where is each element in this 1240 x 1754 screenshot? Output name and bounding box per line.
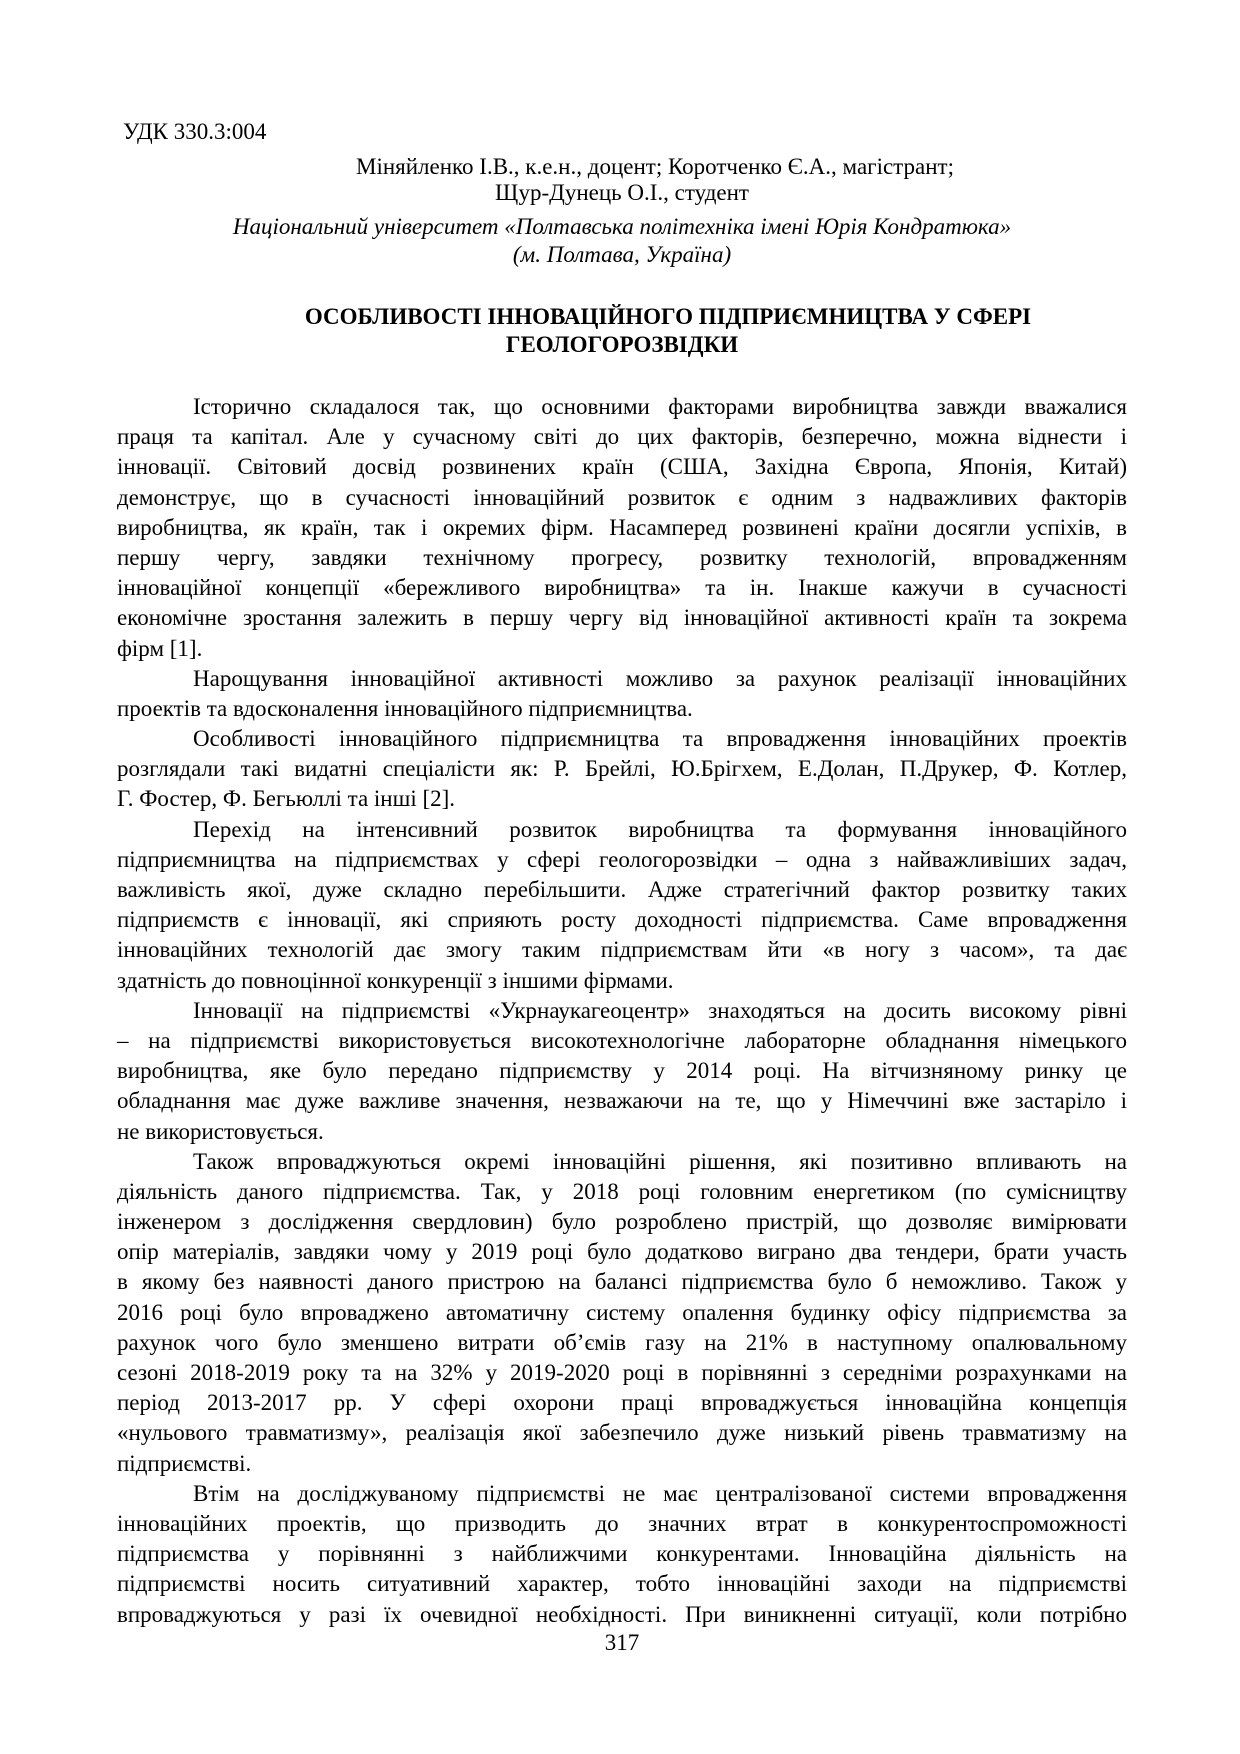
paragraph-line: період 2013-2017 рр. У сфері охорони праці впроваджується інноваційна концепція (117, 1390, 1127, 1416)
article-body (117, 392, 1127, 1630)
paragraph-line: першу чергу, завдяки технічному прогресу, розвитку технологій, впровадженням (117, 544, 1127, 570)
paragraph-line: рахунок чого було зменшено витрати об’ємів газу на 21% в наступному опалювальному (117, 1329, 1127, 1355)
paragraph-line: інноваційних проектів, що призводить до значних втрат в конкурентоспроможності (117, 1510, 1127, 1536)
paragraph-line: фірм [1]. (117, 635, 203, 661)
paragraph (117, 815, 1127, 996)
paragraph-line: Також впроваджуються окремі інноваційні рішення, які позитивно впливають на (193, 1148, 1127, 1174)
paragraph-line: Особливості інноваційного підприємництва та впровадження інноваційних проектів (193, 726, 1127, 752)
paragraph (117, 1147, 1127, 1479)
affiliation: Національний університет «Полтавська політехніка імені Юрія Кондратюка» (232, 214, 1012, 239)
paragraph-line: опір матеріалів, завдяки чому у 2019 році було додатково виграно два тендери, брати участь (117, 1239, 1127, 1265)
paragraph-line: Інновації на підприємстві «Укрнаукагеоцентр» знаходяться на досить високому рівні (193, 997, 1127, 1023)
paragraph-line: Нарощування інноваційної активності можливо за рахунок реалізації інноваційних (193, 665, 1127, 691)
paragraph-line: праця та капітал. Але у сучасному світі до цих факторів, безперечно, можна віднести і (117, 424, 1127, 450)
paragraph-line: не використовується. (117, 1118, 324, 1144)
authors-line-1: Міняйленко І.В., к.е.н., доцент; Коротченко Є.А., магістрант; (356, 154, 954, 179)
paragraph-line: в якому без наявності даного пристрою на балансі підприємства було б неможливо. Також у (117, 1269, 1127, 1295)
paragraph-line: – на підприємстві використовується високотехнологічне лабораторне обладнання німецького (117, 1027, 1127, 1053)
paragraph-line: діяльність даного підприємства. Так, у 2018 році головним енергетиком (по сумісництву (117, 1178, 1127, 1204)
paragraph-line: інженером з дослідження свердловин) було розроблено пристрій, що дозволяє вимірювати (117, 1209, 1127, 1235)
article-title-line-2: ГЕОЛОГОРОЗВІДКИ (505, 332, 739, 357)
authors-line-2: Щур-Дунець О.І., студент (495, 180, 749, 205)
paragraph-line: Перехід на інтенсивний розвиток виробництва та формування інноваційного (193, 816, 1127, 842)
paragraph (117, 664, 1127, 724)
affiliation-city: (м. Полтава, Україна) (512, 242, 732, 267)
paragraph (117, 392, 1127, 664)
paragraph-line: інновації. Світовий досвід розвинених країн (США, Західна Європа, Японія, Китай) (117, 454, 1127, 480)
paragraph-line: 2016 році було впроваджено автоматичну систему опалення будинку офісу підприємства за (117, 1299, 1127, 1325)
paragraph-line: підприємстві. (117, 1450, 252, 1476)
paragraph-line: підприємства у порівнянні з найближчими конкурентами. Інноваційна діяльність на (117, 1541, 1127, 1567)
paragraph-line: підприємстві носить ситуативний характер, тобто інноваційні заходи на підприємстві (117, 1571, 1127, 1597)
paragraph-line: розглядали такі видатні спеціалісти як: Р. Брейлі, Ю.Брігхем, Е.Долан, П.Друкер, Ф. Котлер, (117, 756, 1127, 782)
page-number: 317 (604, 1630, 640, 1655)
paragraph-line: Втім на досліджуваному підприємстві не має централізованої системи впровадження (193, 1480, 1127, 1506)
paragraph-line: виробництва, яке було передано підприємству у 2014 році. На вітчизняному ринку це (117, 1058, 1127, 1084)
paragraph-line: Історично складалося так, що основними факторами виробництва завжди вважалися (193, 394, 1127, 419)
paragraph-line: проектів та вдосконалення інноваційного підприємництва. (117, 695, 693, 721)
paragraph-line: економічне зростання залежить в першу чергу від інноваційної активності країн та зокрема (117, 605, 1127, 631)
paragraph-line: впроваджуються у разі їх очевидної необхідності. При виникненні ситуації, коли потрібно (117, 1601, 1127, 1627)
paragraph (117, 1479, 1127, 1630)
paragraph (117, 724, 1127, 815)
paragraph-line: інноваційної концепції «бережливого виробництва» та ін. Інакше кажучи в сучасності (117, 575, 1127, 601)
paragraph-line: виробництва, як країн, так і окремих фірм. Насамперед розвинені країни досягли успіхів, в (117, 514, 1127, 540)
paragraph (117, 996, 1127, 1147)
udk-code: УДК 330.3:004 (123, 119, 267, 144)
paragraph-line: Г. Фостер, Ф. Бегьюллі та інші [2]. (117, 786, 456, 812)
paragraph-line: сезоні 2018-2019 року та на 32% у 2019-2020 році в порівнянні з середніми розрахунками на (117, 1360, 1127, 1385)
paragraph-line: здатність до повноцінної конкуренції з іншими фірмами. (117, 967, 674, 993)
article-title-line-1: ОСОБЛИВОСТІ ІННОВАЦІЙНОГО ПІДПРИЄМНИЦТВА У СФЕРІ (304, 304, 1032, 329)
paragraph-line: інноваційних технологій дає змогу таким підприємствам йти «в ногу з часом», та дає (117, 937, 1127, 963)
paragraph-line: підприємництва на підприємствах у сфері геологорозвідки – одна з найважливіших задач, (117, 846, 1127, 872)
paragraph-line: обладнання має дуже важливе значення, незважаючи на те, що у Німеччині вже застаріло і (117, 1088, 1127, 1114)
paragraph-line: підприємств є інновації, які сприяють росту доходності підприємства. Саме впровадження (117, 907, 1127, 933)
paragraph-line: демонструє, що в сучасності інноваційний розвиток є одним з надважливих факторів (117, 484, 1127, 510)
paragraph-line: «нульового травматизму», реалізація якої забезпечило дуже низький рівень травматизму на (117, 1420, 1127, 1446)
paragraph-line: важливість якої, дуже складно перебільшити. Адже стратегічний фактор розвитку таких (117, 877, 1127, 902)
